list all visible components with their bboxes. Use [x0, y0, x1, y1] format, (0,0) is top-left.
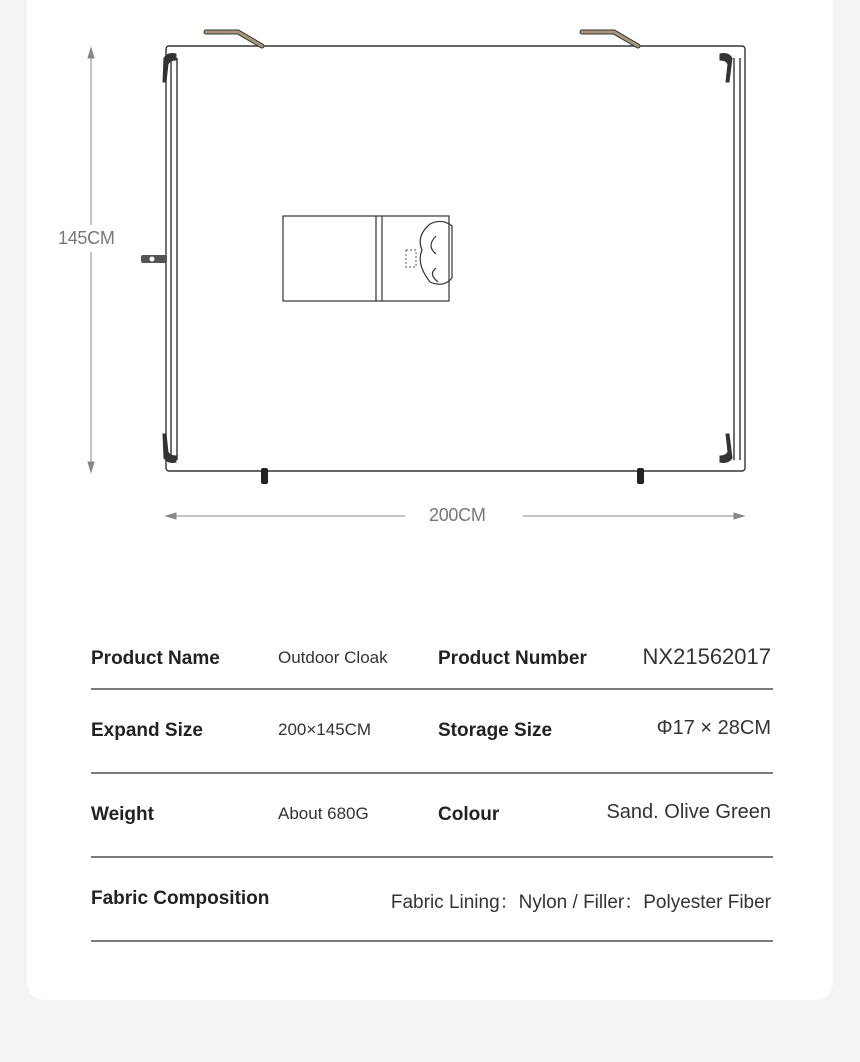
height-dimension-label: 145CM — [54, 228, 119, 249]
expand-size-value: 200×145CM — [278, 720, 372, 739]
spec-table — [91, 618, 773, 942]
storage-size-label: Storage Size — [438, 720, 553, 741]
spec-row-weight — [91, 774, 773, 858]
corner-hooks — [163, 54, 732, 463]
colour-label: Colour — [438, 804, 500, 825]
side-clip — [141, 255, 167, 263]
spec-row-size — [91, 690, 773, 774]
fabric-composition-value: Fabric Lining：Nylon / Filler：Polyester Fiber — [390, 892, 771, 913]
product-number-value: NX21562017 — [642, 644, 771, 669]
weight-label: Weight — [91, 804, 154, 825]
storage-size-value: Φ17 × 28CM — [656, 717, 771, 739]
spec-row-product — [91, 618, 773, 690]
height-dimension-line — [88, 48, 94, 472]
product-name-value: Outdoor Cloak — [278, 648, 388, 667]
product-name-label: Product Name — [91, 648, 220, 669]
product-number-label: Product Number — [438, 648, 587, 669]
blanket-outline — [166, 46, 745, 471]
spec-row-fabric — [91, 858, 773, 942]
center-pouch — [283, 216, 452, 301]
weight-value: About 680G — [278, 804, 369, 823]
fabric-composition-label: Fabric Composition — [91, 888, 270, 909]
expand-size-label: Expand Size — [91, 720, 203, 741]
colour-value: Sand. Olive Green — [606, 801, 771, 823]
top-straps — [206, 32, 638, 46]
width-dimension-label: 200CM — [425, 505, 490, 526]
